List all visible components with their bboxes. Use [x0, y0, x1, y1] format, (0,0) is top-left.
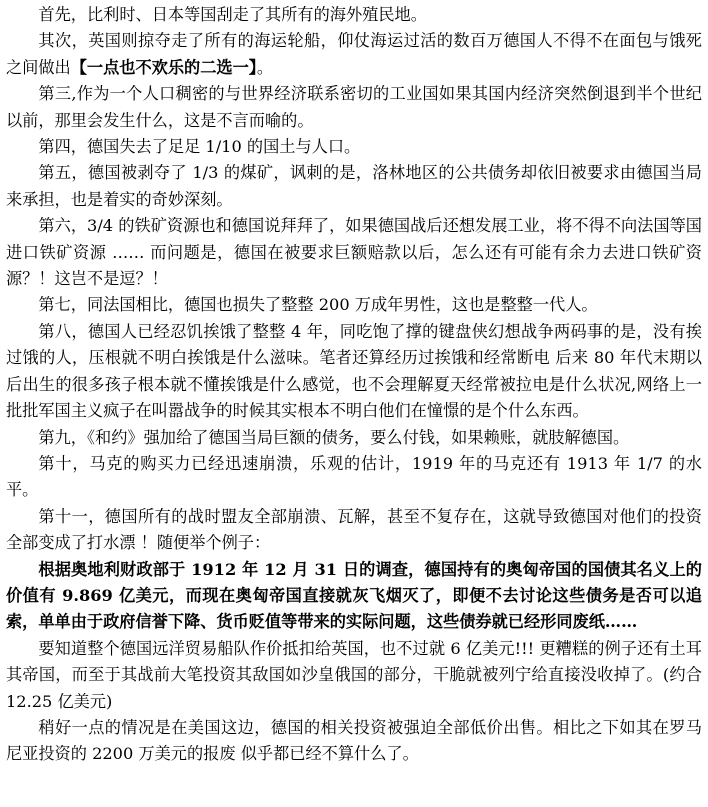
- paragraph-6: 第六，3/4 的铁矿资源也和德国说拜拜了，如果德国战后还想发展工业，将不得不向法国等国进口铁矿资源 …… 而问题是，德国在被要求巨额赔款以后，怎么还有可能有余力去进口铁矿资源？！这岂不是逗？！: [6, 216, 702, 289]
- paragraph-10: 第十，马克的购买力已经迅速崩溃，乐观的估计，1919 年的马克还有 1913 年 1/7 的水平。: [6, 453, 702, 500]
- paragraph-9: 第九，《和约》强加给了德国当局巨额的债务，要么付钱，如果赖账，就肢解德国。: [38, 427, 630, 447]
- paragraph-2-end: 。: [256, 57, 274, 77]
- paragraph-8: 第八，德国人已经忍饥挨饿了整整 4 年，同吃饱了撑的键盘侠幻想战争两码事的是，没有挨过饿的人，压根就不明白挨饿是什么滋味。笔者还算经历过挨饿和经常断电 后来 80 年代末期以后出生的很多孩子根本就不懂挨饿是什么感觉，也不会理解夏天经常被拉电是什么状况,网络上一批批军国主义疯子在叫嚣战争的时候其实根本不明白他们在憧憬的是个什么东西。: [6, 321, 702, 421]
- paragraph-13: 要知道整个德国远洋贸易船队作价抵扣给英国，也不过就 6 亿美元!!! 更糟糕的例子还有土耳其帝国，而至于其战前大笔投资其敌国如沙皇俄国的部分，干脆就被列宁给直接没收掉了。(约合 12.25 亿美元): [6, 638, 702, 711]
- paragraph-3: 第三,作为一个人口稠密的与世界经济联系密切的工业国如果其国内经济突然倒退到半个世纪以前，那里会发生什么，这是不言而喻的。: [6, 84, 702, 130]
- paragraph-14: 稍好一点的情况是在美国这边，德国的相关投资被强迫全部低价出售。相比之下如其在罗马尼亚投资的 2200 万美元的报废 似乎都已经不算什么了。: [6, 717, 702, 764]
- paragraph-4: 第四，德国失去了足足 1/10 的国土与人口。: [38, 137, 361, 157]
- paragraph-11: 第十一，德国所有的战时盟友全部崩溃、瓦解，甚至不复存在，这就导致德国对他们的投资全部变成了打水漂 ！随便举个例子：: [6, 506, 702, 553]
- paragraph-2-text: 其次，英国则掠夺走了所有的海运轮船，仰仗海运过活的数百万德国人不得不在面包与饿死之间做出: [6, 31, 702, 77]
- paragraph-2: [6, 28, 702, 81]
- paragraph-7: 第七，同法国相比，德国也损失了整整 200 万成年男性，这也是整整一代人。: [38, 295, 598, 315]
- paragraph-1: 首先，比利时、日本等国刮走了其所有的海外殖民地。: [38, 5, 427, 24]
- highlight-phrase: 【一点也不欢乐的二选一】: [70, 57, 257, 77]
- paragraph-12-bold: 根据奥地利财政部于 1912 年 12 月 31 日的调查，德国持有的奥匈帝国的国债其名义上的价值有 9.869 亿美元，而现在奥匈帝国直接就灰飞烟灭了，即便不去讨论这些债务是否可以追索，单单由于政府信誉下降、货币贬值等带来的实际问题，这些债券就已经形同废纸……: [6, 559, 702, 632]
- paragraph-5: 第五，德国被剥夺了 1/3 的煤矿，讽刺的是，洛林地区的公共债务却依旧被要求由德国当局来承担，也是着实的奇妙深刻。: [6, 163, 702, 209]
